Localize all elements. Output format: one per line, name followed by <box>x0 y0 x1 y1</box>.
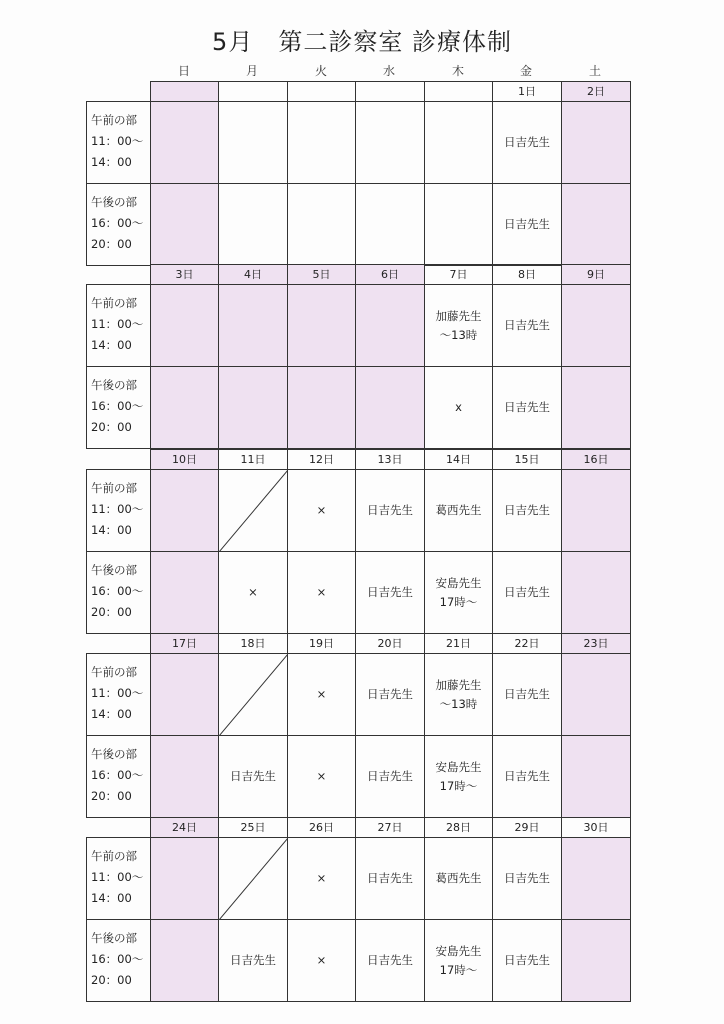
week3-date-0 <box>150 633 219 654</box>
week3-morning-4-text: 加藤先生 〜13時 <box>435 677 482 711</box>
week1-morning-4-text: 加藤先生 〜13時 <box>435 308 482 342</box>
week1-date-6-text: 9日 <box>587 268 605 281</box>
week2-morning-5 <box>492 469 562 552</box>
week1-date-1-text: 4日 <box>244 268 262 281</box>
week3-date-3 <box>355 633 425 654</box>
week4-afternoon-1 <box>218 919 288 1002</box>
week1-afternoon-label <box>86 366 151 449</box>
week4-morning-0 <box>150 837 219 920</box>
week4-afternoon-4-text: 安島先生 17時〜 <box>435 943 482 977</box>
week2-afternoon-5-text: 日吉先生 <box>504 585 550 599</box>
week2-morning-1 <box>218 469 288 552</box>
week0-afternoon-0 <box>150 183 219 266</box>
page-title: 5月 第二診察室 診療体制 <box>212 28 512 56</box>
week3-afternoon-label-name: 午後の部 <box>91 747 137 761</box>
week0-date-3 <box>355 81 425 102</box>
week1-morning-6 <box>561 284 631 367</box>
week3-afternoon-2 <box>287 735 356 818</box>
week0-morning-3 <box>355 101 425 184</box>
week1-afternoon-0 <box>150 366 219 449</box>
week4-date-1 <box>218 817 288 838</box>
week4-morning-label <box>86 837 151 920</box>
week3-afternoon-3 <box>355 735 425 818</box>
week4-morning-label-end: 14：00 <box>91 891 132 905</box>
week2-morning-5-text: 日吉先生 <box>504 503 550 517</box>
week4-afternoon-label <box>86 919 151 1002</box>
week1-date-3-text: 6日 <box>381 268 399 281</box>
week2-date-0 <box>150 449 219 470</box>
week3-afternoon-5 <box>492 735 562 818</box>
week3-morning-4 <box>424 653 493 736</box>
week1-afternoon-5-text: 日吉先生 <box>504 400 550 414</box>
day-of-week-5: 金 <box>519 64 532 78</box>
week3-morning-label <box>86 653 151 736</box>
week3-date-5-text: 22日 <box>514 637 540 650</box>
week1-morning-label-name: 午前の部 <box>91 296 137 310</box>
week0-afternoon-4 <box>424 183 493 266</box>
week3-morning-6 <box>561 653 631 736</box>
week2-date-3-text: 13日 <box>377 453 403 466</box>
week4-date-6 <box>561 817 631 838</box>
week3-date-6-text: 23日 <box>583 637 609 650</box>
week4-morning-4-text: 葛西先生 <box>435 871 482 885</box>
week2-afternoon-3 <box>355 551 425 634</box>
week1-morning-5-text: 日吉先生 <box>504 318 550 332</box>
day-of-week-6: 土 <box>588 64 601 78</box>
week0-afternoon-label-end: 20：00 <box>91 237 132 251</box>
week0-date-1 <box>218 81 288 102</box>
week1-morning-0 <box>150 284 219 367</box>
week3-morning-3 <box>355 653 425 736</box>
week2-morning-3-text: 日吉先生 <box>367 503 413 517</box>
week1-date-5-text: 8日 <box>518 268 536 281</box>
week1-afternoon-5 <box>492 366 562 449</box>
week3-date-2-text: 19日 <box>309 637 334 650</box>
week4-date-2-text: 26日 <box>309 821 334 834</box>
week4-afternoon-5 <box>492 919 562 1002</box>
week3-morning-3-text: 日吉先生 <box>367 687 413 701</box>
week0-morning-0 <box>150 101 219 184</box>
week3-morning-1 <box>218 653 288 736</box>
week1-date-0-text: 3日 <box>175 268 194 281</box>
week4-morning-6 <box>561 837 631 920</box>
week4-afternoon-2 <box>287 919 356 1002</box>
week3-morning-2 <box>287 653 356 736</box>
week2-afternoon-4-text: 安島先生 17時〜 <box>435 575 482 609</box>
week2-date-6-text: 16日 <box>583 453 609 466</box>
week0-morning-5-text: 日吉先生 <box>504 135 550 149</box>
week3-afternoon-4 <box>424 735 493 818</box>
week4-afternoon-4 <box>424 919 493 1002</box>
week4-date-3-text: 27日 <box>377 821 403 834</box>
week0-morning-4 <box>424 101 493 184</box>
week0-morning-label-end: 14：00 <box>91 155 132 169</box>
week2-morning-label-name: 午前の部 <box>91 481 137 495</box>
week3-afternoon-4-text: 安島先生 17時〜 <box>435 759 482 793</box>
week2-afternoon-label <box>86 551 151 634</box>
week4-afternoon-3-text: 日吉先生 <box>367 953 413 967</box>
week4-date-6-text: 30日 <box>583 821 609 834</box>
week2-date-4 <box>424 449 493 470</box>
week1-date-6 <box>561 264 631 285</box>
week0-afternoon-label-start: 16：00〜 <box>91 216 144 230</box>
week0-morning-1 <box>218 101 288 184</box>
week2-morning-label-end: 14：00 <box>91 523 132 537</box>
week2-morning-label <box>86 469 151 552</box>
week3-date-4 <box>424 633 493 654</box>
week1-date-1 <box>218 264 288 285</box>
week3-morning-label-end: 14：00 <box>91 707 132 721</box>
week1-morning-1 <box>218 284 288 367</box>
week1-morning-label-start: 11：00〜 <box>91 317 144 331</box>
week0-date-2 <box>287 81 356 102</box>
week2-afternoon-label-start: 16：00〜 <box>91 584 144 598</box>
week2-date-5-text: 15日 <box>514 453 540 466</box>
week2-afternoon-2 <box>287 551 356 634</box>
week3-afternoon-2-text: × <box>316 769 327 783</box>
week3-date-0-text: 17日 <box>172 637 197 650</box>
week0-afternoon-3 <box>355 183 425 266</box>
week3-afternoon-0 <box>150 735 219 818</box>
week4-date-3 <box>355 817 425 838</box>
week3-afternoon-1-text: 日吉先生 <box>230 769 276 783</box>
week3-afternoon-label-end: 20：00 <box>91 789 132 803</box>
week2-morning-2 <box>287 469 356 552</box>
week1-date-4-text: 7日 <box>449 268 468 281</box>
week4-afternoon-label-end: 20：00 <box>91 973 132 987</box>
week2-morning-4-text: 葛西先生 <box>435 503 482 517</box>
week1-afternoon-label-start: 16：00〜 <box>91 399 144 413</box>
week4-afternoon-label-start: 16：00〜 <box>91 952 144 966</box>
week1-morning-label <box>86 284 151 367</box>
week2-morning-0 <box>150 469 219 552</box>
day-of-week-3: 水 <box>382 64 395 78</box>
week2-afternoon-label-end: 20：00 <box>91 605 132 619</box>
week3-afternoon-1 <box>218 735 288 818</box>
week0-date-4 <box>424 81 493 102</box>
week3-date-1-text: 18日 <box>240 637 266 650</box>
week3-afternoon-6 <box>561 735 631 818</box>
week2-date-0-text: 10日 <box>172 453 197 466</box>
week0-morning-label-name: 午前の部 <box>91 113 137 127</box>
week1-date-2-text: 5日 <box>312 268 331 281</box>
week3-afternoon-label-start: 16：00〜 <box>91 768 144 782</box>
week1-morning-label-end: 14：00 <box>91 338 132 352</box>
week0-morning-label <box>86 101 151 184</box>
week3-afternoon-label <box>86 735 151 818</box>
week1-afternoon-4-text: x <box>455 400 462 414</box>
week2-afternoon-2-text: × <box>316 585 327 599</box>
week2-morning-6 <box>561 469 631 552</box>
week3-date-2 <box>287 633 356 654</box>
week3-date-4-text: 21日 <box>446 637 471 650</box>
day-of-week-2: 火 <box>314 64 327 78</box>
week4-afternoon-0 <box>150 919 219 1002</box>
week4-afternoon-1-text: 日吉先生 <box>230 953 276 967</box>
week2-afternoon-5 <box>492 551 562 634</box>
week2-afternoon-4 <box>424 551 493 634</box>
week0-afternoon-6 <box>561 183 631 266</box>
week2-morning-label-start: 11：00〜 <box>91 502 144 516</box>
week0-date-6 <box>561 81 631 102</box>
week1-morning-5 <box>492 284 562 367</box>
week2-morning-3 <box>355 469 425 552</box>
week4-date-4-text: 28日 <box>446 821 471 834</box>
week3-date-5 <box>492 633 562 654</box>
week1-afternoon-4 <box>424 366 493 449</box>
week1-date-0 <box>150 264 219 285</box>
week4-date-2 <box>287 817 356 838</box>
week0-afternoon-5 <box>492 183 562 266</box>
week2-morning-4 <box>424 469 493 552</box>
week0-afternoon-2 <box>287 183 356 266</box>
week4-date-1-text: 25日 <box>240 821 266 834</box>
week0-afternoon-label <box>86 183 151 266</box>
week2-date-1-text: 11日 <box>240 453 266 466</box>
week4-date-5-text: 29日 <box>514 821 540 834</box>
week3-date-6 <box>561 633 631 654</box>
week3-morning-2-text: × <box>316 687 327 701</box>
week4-morning-5 <box>492 837 562 920</box>
week4-date-0 <box>150 817 219 838</box>
week2-date-1 <box>218 449 288 470</box>
week0-date-6-text: 2日 <box>587 85 605 98</box>
week1-date-3 <box>355 264 425 285</box>
week1-date-5 <box>492 264 562 285</box>
week0-date-0 <box>150 81 219 102</box>
week0-morning-5 <box>492 101 562 184</box>
week2-afternoon-6 <box>561 551 631 634</box>
week1-afternoon-1 <box>218 366 288 449</box>
week3-date-3-text: 20日 <box>377 637 403 650</box>
week0-date-5-text: 1日 <box>518 85 536 98</box>
week4-morning-label-start: 11：00〜 <box>91 870 144 884</box>
week3-morning-5 <box>492 653 562 736</box>
closed-slash-mark <box>219 470 288 552</box>
week0-afternoon-5-text: 日吉先生 <box>504 217 550 231</box>
week2-morning-2-text: × <box>316 503 327 517</box>
week2-date-3 <box>355 449 425 470</box>
week1-morning-3 <box>355 284 425 367</box>
week4-morning-3 <box>355 837 425 920</box>
week4-date-5 <box>492 817 562 838</box>
week2-afternoon-label-name: 午後の部 <box>91 563 137 577</box>
week4-afternoon-2-text: × <box>316 953 327 967</box>
week0-morning-2 <box>287 101 356 184</box>
closed-slash-mark <box>219 654 288 736</box>
week2-date-5 <box>492 449 562 470</box>
week3-morning-0 <box>150 653 219 736</box>
day-of-week-1: 月 <box>245 64 258 78</box>
week2-afternoon-0 <box>150 551 219 634</box>
week1-afternoon-label-end: 20：00 <box>91 420 132 434</box>
week3-afternoon-3-text: 日吉先生 <box>367 769 413 783</box>
week2-date-2-text: 12日 <box>309 453 334 466</box>
week4-morning-label-name: 午前の部 <box>91 849 137 863</box>
day-of-week-4: 木 <box>451 64 464 78</box>
week2-date-2 <box>287 449 356 470</box>
week3-morning-label-start: 11：00〜 <box>91 686 144 700</box>
week4-morning-5-text: 日吉先生 <box>504 871 550 885</box>
week1-date-4 <box>424 264 493 285</box>
week4-date-0-text: 24日 <box>172 821 197 834</box>
week0-afternoon-1 <box>218 183 288 266</box>
week0-morning-6 <box>561 101 631 184</box>
closed-slash-mark <box>219 838 288 920</box>
week2-date-4-text: 14日 <box>446 453 471 466</box>
week4-date-4 <box>424 817 493 838</box>
week4-morning-2 <box>287 837 356 920</box>
day-of-week-0: 日 <box>177 64 190 78</box>
week1-date-2 <box>287 264 356 285</box>
week3-morning-label-name: 午前の部 <box>91 665 137 679</box>
week4-afternoon-3 <box>355 919 425 1002</box>
week1-morning-4 <box>424 284 493 367</box>
week4-morning-2-text: × <box>316 871 327 885</box>
week4-afternoon-6 <box>561 919 631 1002</box>
week0-afternoon-label-name: 午後の部 <box>91 195 137 209</box>
week4-morning-1 <box>218 837 288 920</box>
week4-afternoon-5-text: 日吉先生 <box>504 953 550 967</box>
week0-morning-label-start: 11：00〜 <box>91 134 144 148</box>
week3-afternoon-5-text: 日吉先生 <box>504 769 550 783</box>
week4-morning-3-text: 日吉先生 <box>367 871 413 885</box>
week3-morning-5-text: 日吉先生 <box>504 687 550 701</box>
week1-afternoon-label-name: 午後の部 <box>91 378 137 392</box>
week1-afternoon-6 <box>561 366 631 449</box>
week1-morning-2 <box>287 284 356 367</box>
week2-afternoon-1 <box>218 551 288 634</box>
week2-date-6 <box>561 449 631 470</box>
week3-date-1 <box>218 633 288 654</box>
week1-afternoon-3 <box>355 366 425 449</box>
week4-afternoon-label-name: 午後の部 <box>91 931 137 945</box>
week1-afternoon-2 <box>287 366 356 449</box>
week2-afternoon-1-text: × <box>248 585 258 599</box>
week4-morning-4 <box>424 837 493 920</box>
week2-afternoon-3-text: 日吉先生 <box>367 585 413 599</box>
week0-date-5 <box>492 81 562 102</box>
